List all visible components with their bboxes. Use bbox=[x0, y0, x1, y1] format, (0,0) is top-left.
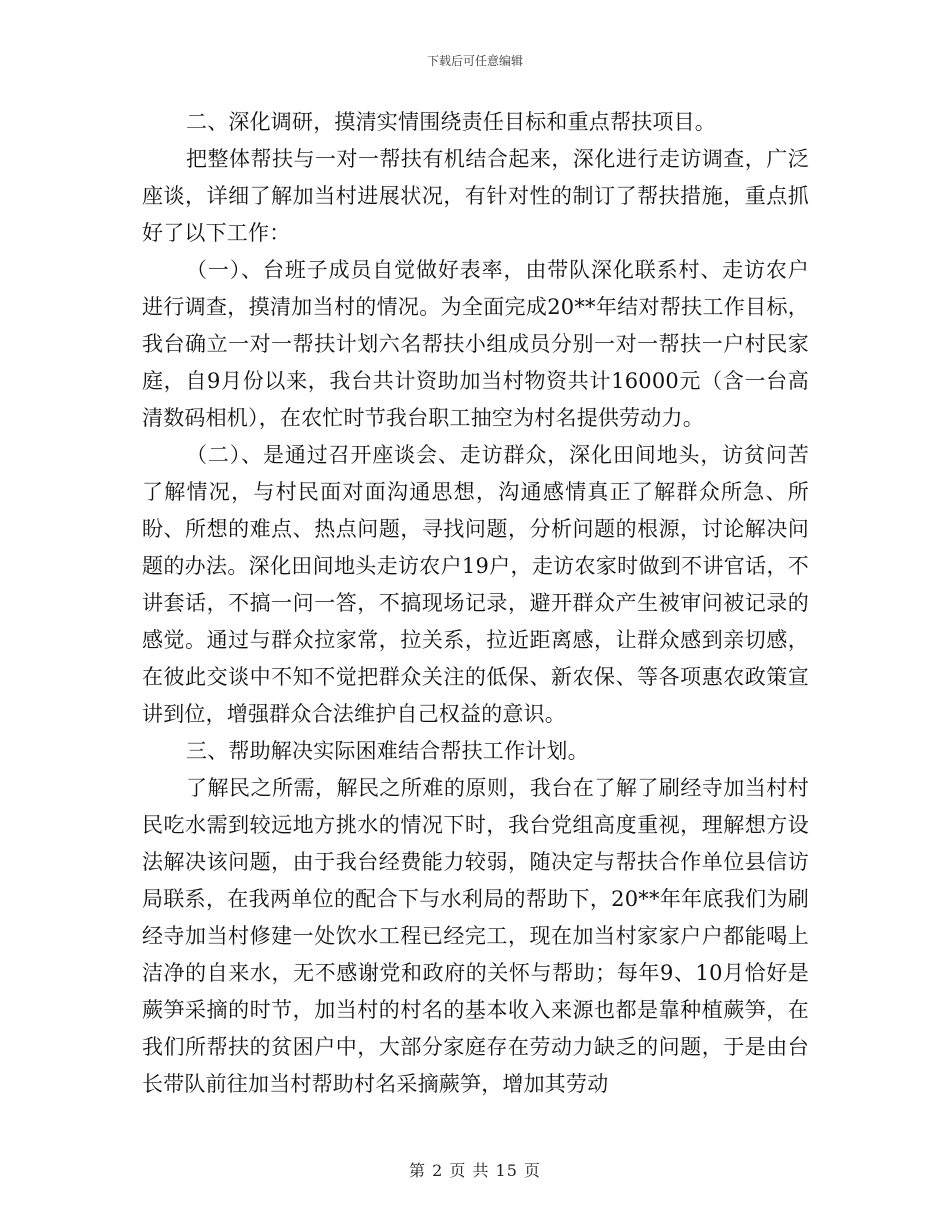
paragraph-section-two-title: 二、深化调研，摸清实情围绕责任目标和重点帮扶项目。 bbox=[186, 110, 716, 134]
page-header: 下载后可任意编辑 bbox=[426, 54, 523, 68]
paragraph-intro: 把整体帮扶与一对一帮扶有机结合起来，深化进行走访调查，广泛座谈，详细了解加当村进展状况，有针对性的制订了帮扶措施，重点抓好了以下工作： bbox=[142, 147, 809, 245]
document-body bbox=[142, 104, 809, 1103]
paragraph-section-three-body: 了解民之所需，解民之所难的原则，我台在了解了刷经寺加当村村民吃水需到较远地方挑水的情况下时，我台党组高度重视，理解想方设法解决该问题，由于我台经费能力较弱，随决定与帮扶合作单位县信访局联系，在我两单位的配合下与水利局的帮助下，20**年年底我们为刷经寺加当村修建一处饮水工程已经完工，现在加当村家家户户都能喝上洁净的自来水，无不感谢党和政府的关怀与帮助；每年9、10月恰好是蕨笋采摘的时节，加当村的村名的基本收入来源也都是靠种植蕨笋，在我们所帮扶的贫困户中，大部分家庭存在劳动力缺乏的问题，于是由台长带队前往加当村帮助村名采摘蕨笋，增加其劳动 bbox=[142, 776, 809, 1096]
paragraph-item-one: （一）、台班子成员自觉做好表率，由带队深化联系村、走访农户进行调查，摸清加当村的情况。为全面完成20**年结对帮扶工作目标，我台确立一对一帮扶计划六名帮扶小组成员分别一对一帮扶一户村民家庭，自9月份以来，我台共计资助加当村物资共计16000元（含一台高清数码相机），在农忙时节我台职工抽空为村名提供劳动力。 bbox=[142, 258, 809, 430]
paragraph-section-three-title: 三、帮助解决实际困难结合帮扶工作计划。 bbox=[186, 739, 589, 763]
page-footer: 第 2 页 共 15 页 bbox=[409, 1161, 541, 1180]
paragraph-item-two: （二）、是通过召开座谈会、走访群众，深化田间地头，访贫问苦了解情况，与村民面对面沟通思想，沟通感情真正了解群众所急、所盼、所想的难点、热点问题，寻找问题，分析问题的根源，讨论解决问题的办法。深化田间地头走访农户19户，走访农家时做到不讲官话，不讲套话，不搞一问一答，不搞现场记录，避开群众产生被审问被记录的感觉。通过与群众拉家常，拉关系，拉近距离感，让群众感到亲切感，在彼此交谈中不知不觉把群众关注的低保、新农保、等各项惠农政策宣讲到位，增强群众合法维护自己权益的意识。 bbox=[142, 443, 809, 726]
